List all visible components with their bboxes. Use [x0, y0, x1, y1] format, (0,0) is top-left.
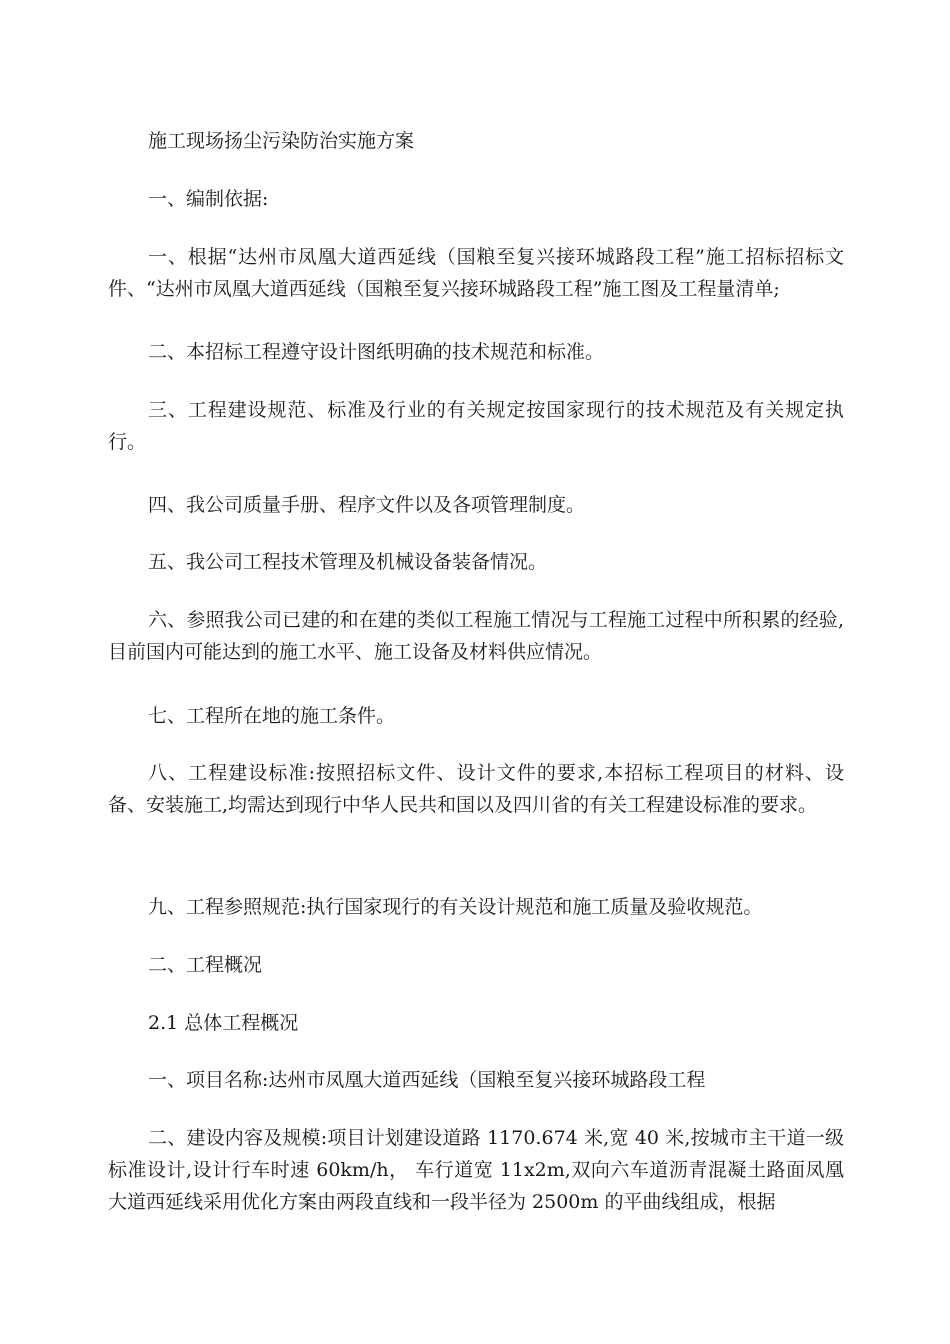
basis-item-2: 二、本招标工程遵守设计图纸明确的技术规范和标准。	[148, 341, 605, 363]
basis-item-9: 九、工程参照规范:执行国家现行的有关设计规范和施工质量及验收规范。	[148, 896, 763, 918]
subsection-heading-2-1: 2.1 总体工程概况	[148, 1012, 299, 1034]
basis-item-1: 一、根据“达州市凤凰大道西延线（国粮至复兴接环城路段工程”施工招标招标文件、“达州市凤凰大道西延线（国粮至复兴接环城路段工程”施工图及工程量清单;	[108, 246, 844, 300]
basis-item-3: 三、工程建设规范、标准及行业的有关规定按国家现行的技术规范及有关规定执行。	[108, 399, 844, 453]
basis-item-5: 五、我公司工程技术管理及机械设备装备情况。	[148, 551, 548, 573]
basis-item-7: 七、工程所在地的施工条件。	[148, 705, 396, 727]
basis-item-8: 八、工程建设标准:按照招标文件、设计文件的要求,本招标工程项目的材料、设备、安装施工,均需达到现行中华人民共和国以及四川省的有关工程建设标准的要求。	[108, 762, 844, 816]
section-heading-basis: 一、编制依据:	[148, 188, 269, 210]
basis-item-6: 六、参照我公司已建的和在建的类似工程施工情况与工程施工过程中所积累的经验,目前国内可能达到的施工水平、施工设备及材料供应情况。	[108, 609, 844, 663]
overview-item-2: 二、建设内容及规模:项目计划建设道路 1170.674 米,宽 40 米,按城市主干道一级标准设计,设计行车时速 60km/h， 车行道宽 11x2m,双向六车道沥青混凝土路面凤凰大道西延线采用优化方案由两段直线和一段半径为 2500m 的平曲线组成，根据	[108, 1127, 844, 1213]
basis-item-4: 四、我公司质量手册、程序文件以及各项管理制度。	[148, 494, 586, 516]
section-heading-overview: 二、工程概况	[148, 954, 263, 976]
document-title: 施工现场扬尘污染防治实施方案	[148, 130, 415, 152]
overview-item-1: 一、项目名称:达州市凤凰大道西延线（国粮至复兴接环城路段工程	[148, 1069, 706, 1091]
